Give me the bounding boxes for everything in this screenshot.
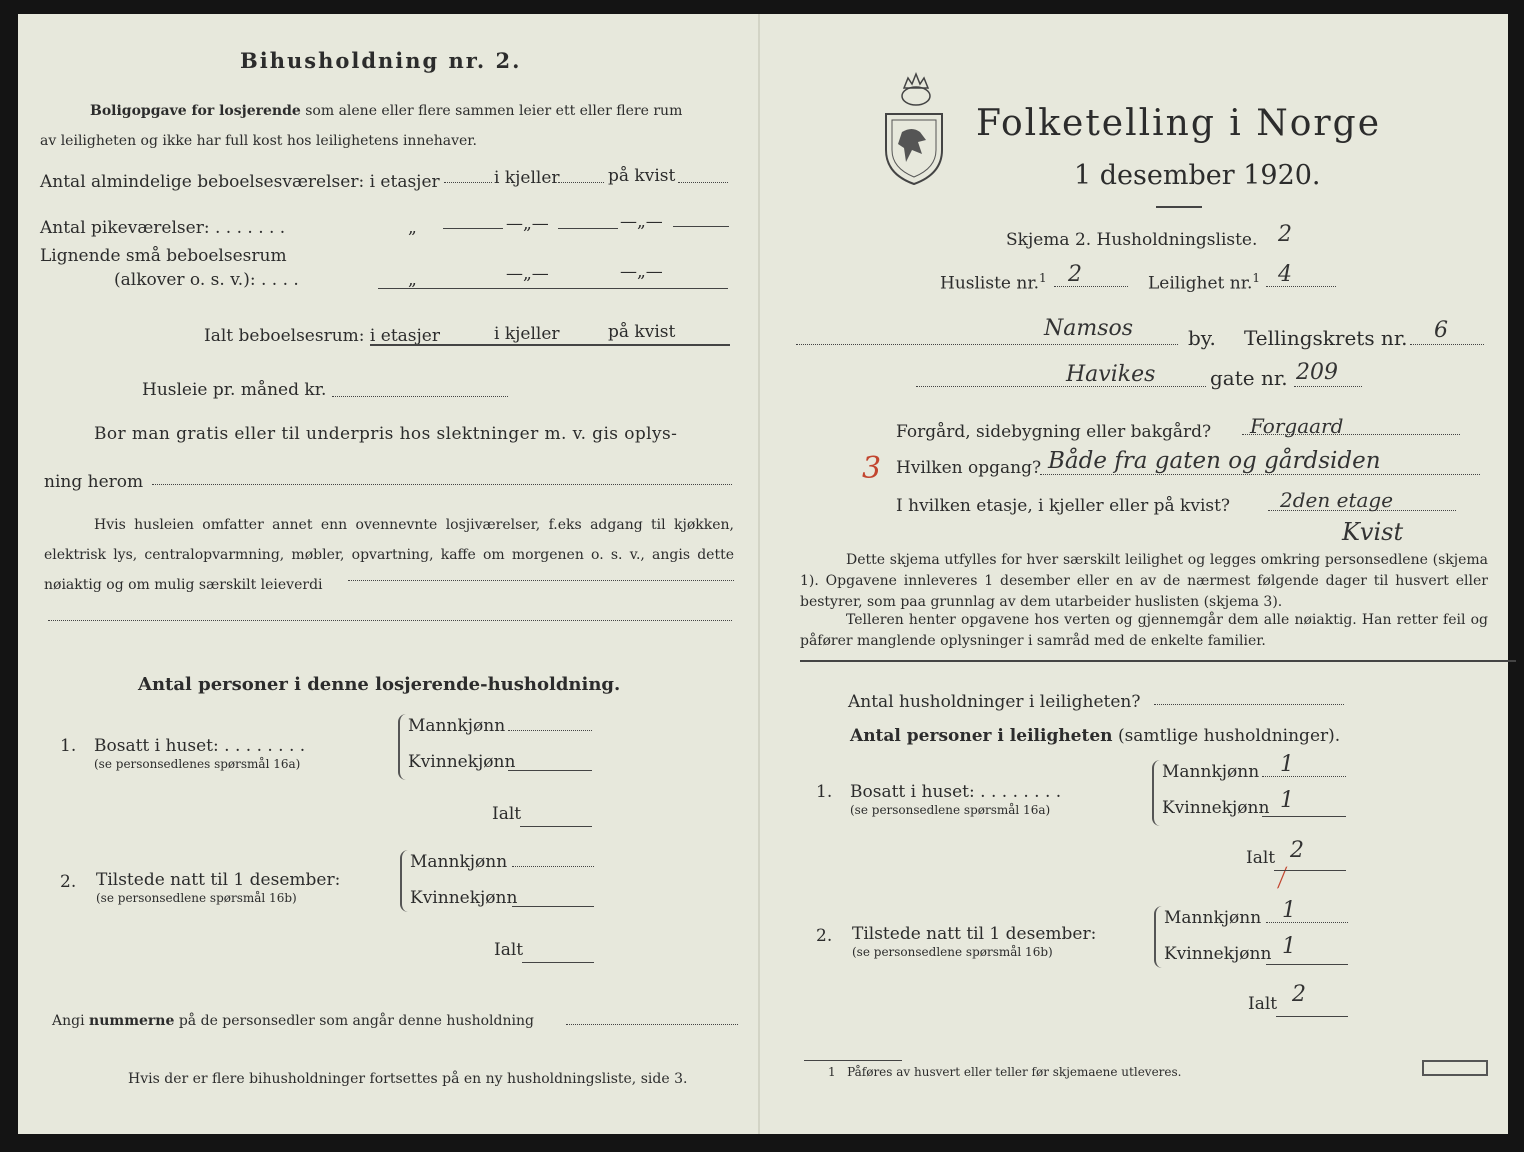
tellingskrets-value[interactable]: 6 <box>1434 318 1448 343</box>
hvis-paragraph: Hvis husleien omfatter annet enn ovennevnte losjiværelser, f.eks adgang til kjøkken, elektrisk lys, centralopvarmning, møbler, opvartning, kaffe om morgenen o. s. v., angis dette nøiaktig og om mulig særskilt leieverdi <box>44 517 734 593</box>
right-q2-label: Tilstede natt til 1 desember: <box>852 924 1097 944</box>
etasje-value-2[interactable]: Kvist <box>1342 518 1404 546</box>
gate-value[interactable]: 209 <box>1296 360 1338 385</box>
right-q2-mann: Mannkjønn <box>1164 908 1262 928</box>
angi-line: Angi nummerne på de personsedler som angår denne husholdning <box>52 1013 534 1029</box>
husleie-label: Husleie pr. måned kr. <box>142 380 327 400</box>
right-q2-ialt: Ialt <box>1248 994 1278 1014</box>
bor-line-1: Bor man gratis eller til underpris hos slektninger m. v. gis oplys- <box>94 424 678 444</box>
etasje-value[interactable]: 2den etage <box>1280 488 1394 512</box>
rooms-label: Antal almindelige beboelsesværelser: i etasjer <box>40 172 440 192</box>
main-date: 1 desember 1920. <box>1074 160 1321 191</box>
coat-of-arms-emblem <box>882 70 946 188</box>
rooms-kvist: på kvist <box>608 166 676 186</box>
rooms-kjeller: i kjeller <box>494 168 560 188</box>
right-q1-kvinne: Kvinnekjønn <box>1162 798 1270 818</box>
pike-label: Antal pikeværelser: . . . . . . . <box>40 218 286 238</box>
left-q2-ialt: Ialt <box>494 940 524 960</box>
intro-rest: som alene eller flere sammen leier ett eller flere rum <box>305 103 683 119</box>
red-correction-stroke: ⟋ <box>1270 862 1295 894</box>
right-q1-ialt: Ialt <box>1246 848 1276 868</box>
skjema-value[interactable]: 2 <box>1278 222 1292 247</box>
tellingskrets-label: Tellingskrets nr. <box>1244 326 1408 350</box>
right-q1-label: Bosatt i huset: . . . . . . . . <box>850 782 1062 802</box>
opgang-value[interactable]: Både fra gaten og gårdsiden <box>1048 448 1381 474</box>
gate-label: gate nr. <box>1210 366 1288 390</box>
right-q2-mann-value[interactable]: 1 <box>1282 898 1296 923</box>
etasje-label: I hvilken etasje, i kjeller eller på kvist? <box>896 496 1231 516</box>
right-q2-kvinne-value[interactable]: 1 <box>1282 934 1296 959</box>
right-q2-kvinne: Kvinnekjønn <box>1164 944 1272 964</box>
left-q1-kvinne: Kvinnekjønn <box>408 752 516 772</box>
by-label: by. <box>1188 326 1216 350</box>
intro-line-1 <box>90 104 682 118</box>
lignende-line-2: (alkover o. s. v.): . . . . <box>114 270 299 290</box>
left-antal-heading: Antal personer i denne losjerende-husholdning. <box>138 674 621 695</box>
page-fold <box>758 14 760 1134</box>
left-q1-mann: Mannkjønn <box>408 716 506 736</box>
telleren-paragraph: Telleren henter opgavene hos verten og gjennemgår dem alle nøiaktig. Han retter feil og påfører manglende oplysninger i samråd med de enkelte familier. <box>800 612 1488 649</box>
left-q2-label: Tilstede natt til 1 desember: <box>96 870 341 890</box>
left-q1-label: Bosatt i huset: . . . . . . . . <box>94 736 306 756</box>
lignende-line-1: Lignende små beboelsesrum <box>40 246 287 266</box>
antal-husholdninger-label: Antal husholdninger i leiligheten? <box>848 692 1141 712</box>
left-q2-kvinne: Kvinnekjønn <box>410 888 518 908</box>
right-q1-mann: Mannkjønn <box>1162 762 1260 782</box>
forgard-label: Forgård, sidebygning eller bakgård? <box>896 422 1212 442</box>
leilighet-label: Leilighet nr.$^1$ <box>1148 271 1261 294</box>
right-q1-sub: (se personsedlene spørsmål 16a) <box>850 803 1051 817</box>
intro-line-2: av leiligheten og ikke har full kost hos leilighetens innehaver. <box>40 133 477 149</box>
intro-bold: Boligopgave for losjerende <box>90 103 301 119</box>
husliste-value[interactable]: 2 <box>1068 262 1082 287</box>
right-q2-ialt-value[interactable]: 2 <box>1292 982 1306 1007</box>
antal-personer-heading: Antal personer i leiligheten (samtlige husholdninger). <box>850 726 1341 746</box>
right-q1-mann-value[interactable]: 1 <box>1280 752 1294 777</box>
footnote: 1 Påføres av husvert eller teller før skjemaene utleveres. <box>828 1065 1182 1079</box>
left-q2-sub: (se personsedlene spørsmål 16b) <box>96 891 297 905</box>
left-q1-sub: (se personsedlenes spørsmål 16a) <box>94 757 301 771</box>
husliste-label: Husliste nr.$^1$ <box>940 271 1047 294</box>
left-q2-mann: Mannkjønn <box>410 852 508 872</box>
hvis-der-note: Hvis der er flere bihusholdninger fortsettes på en ny husholdningsliste, side 3. <box>128 1071 688 1087</box>
printer-stamp <box>1422 1060 1488 1076</box>
left-title: Bihusholdning nr. 2. <box>240 48 522 73</box>
right-q2-sub: (se personsedlene spørsmål 16b) <box>852 945 1053 959</box>
opgang-label: Hvilken opgang? <box>896 458 1042 478</box>
dette-paragraph: Dette skjema utfylles for hver særskilt leilighet og legges omkring personsedlene (skjema 1). Opgavene innleveres 1 desember eller en av de nærmest følgende dager til husvert eller bestyrer, som paa grunnlag av dem utarbeider huslisten (skjema 3). <box>800 552 1488 610</box>
forgard-value[interactable]: Forgaard <box>1250 414 1344 438</box>
margin-mark: 3 <box>862 451 882 486</box>
city-value[interactable]: Namsos <box>1044 316 1134 341</box>
right-q1-kvinne-value[interactable]: 1 <box>1280 788 1294 813</box>
leilighet-value[interactable]: 4 <box>1278 262 1292 287</box>
right-q1-ialt-value[interactable]: 2 <box>1290 838 1304 863</box>
ialt-rooms-label: Ialt beboelsesrum: i etasjer <box>204 326 440 346</box>
street-value[interactable]: Havikes <box>1066 362 1156 387</box>
census-form-sheet: Bihusholdning nr. 2. Boligopgave for losjerende som alene eller flere sammen leier ett eller flere rum av leiligheten og ikke har full kost hos leilighetens innehaver. Antal almindelige beboelsesværelser: i etasjer i kjeller på kvist Antal pikeværelser: . . . . . . . „ —„— —„— Lignende små beboelsesrum (alkover o. s. v.): . . . . „ —„— —„— Ialt beboelsesrum: i etasjer i kjeller på kvist Husleie pr. måned kr. Bor man gratis eller til underpris hos slektninger m. v. gis oplys- ning herom Hvis husleien omfatter annet enn ovennevnte losjiværelser, f.eks adgang til kjøkken, elektrisk lys, centralopvarmning, møbler, opvartning, kaffe om morgenen o. s. v., angis dette nøiaktig og om mulig særskilt leieverdi Antal personer i denne losjerende-husholdning. 1. Bosatt i huset: . . . . . . . . (se personsedlenes spørsmål 16a) Mannkjønn Kvinnekjønn Ialt 2. Tilstede natt til 1 desember: (se personsedlene spørsmål 16b) Mannkjønn Kvinnekjønn Ialt Angi nummerne på de personsedler som angår denne husholdning Hvis der er flere bihusholdninger fortsettes på en ny husholdningsliste, side 3. Folketelling i Norge 1 desember 1920. Skjema 2. Husholdningsliste. 2 Husliste nr.$^1$ 2 Leilighet nr.$^1$ 4 Namsos by. Tellingskrets nr. 6 Havikes gate nr. 209 Forgård, sidebygning eller bakgård? Forgaard 3 Hvilken opgang? Både fra gaten og gårdsiden I hvilken etasje, i kjeller eller på kvist? 2den etage Kvist Dette skjema utfylles for hver særskilt leilighet og legges omkring personsedlene (skjema 1). Opgavene innleveres 1 desember eller en av de nærmest følgende dager til husvert eller bestyrer, som paa grunnlag av dem utarbeider huslisten (skjema 3). Telleren henter opgavene hos verten og gjennemgår dem alle nøiaktig. Han retter feil og påfører manglende oplysninger i samråd med de enkelte familier. Antal husholdninger i leiligheten? Antal personer i leiligheten (samtlige husholdninger). 1. Bosatt i huset: . . . . . . . . (se personsedlene spørsmål 16a) Mannkjønn 1 Kvinnekjønn 1 Ialt 2 ⟋ 2. Tilstede natt til 1 desember: (se personsedlene spørsmål 16b) Mannkjønn 1 Kvinnekjønn 1 Ialt 2 1 Påføres av husvert eller teller før skjemaene utleveres. <box>18 14 1508 1134</box>
skjema-label: Skjema 2. Husholdningsliste. <box>1006 230 1258 250</box>
main-title: Folketelling i Norge <box>976 103 1381 144</box>
bor-line-2: ning herom <box>44 472 144 492</box>
left-q1-ialt: Ialt <box>492 804 522 824</box>
